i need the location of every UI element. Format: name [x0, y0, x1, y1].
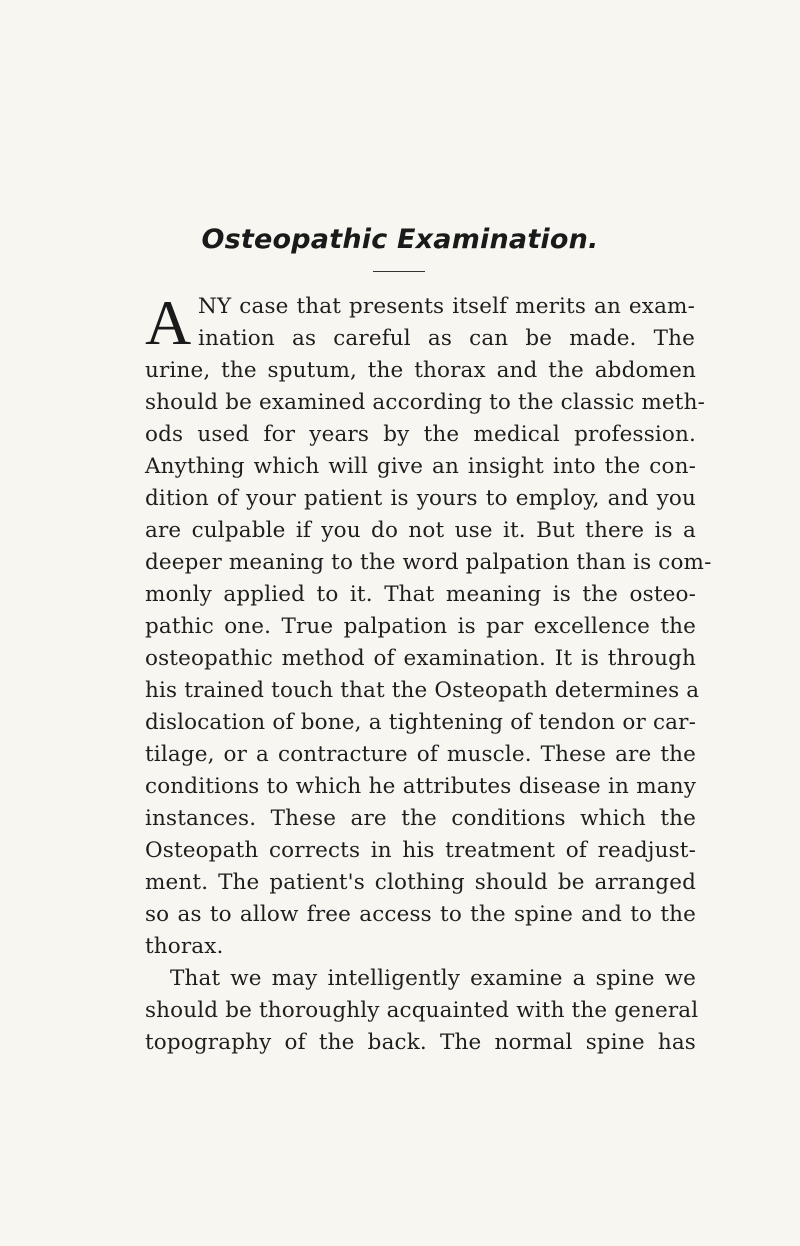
text-line: osteopathic method of examination. It is through: [145, 646, 696, 671]
text-line: thorax.: [145, 934, 224, 959]
drop-cap: A: [145, 287, 192, 358]
text-line: ods used for years by the medical profession.: [145, 422, 696, 447]
text-line: Anything which will give an insight into the con-: [145, 454, 696, 479]
text-line: That we may intelligently examine a spine we: [170, 966, 696, 991]
text-line: conditions to which he attributes disease in many: [145, 774, 696, 799]
text-line: monly applied to it. That meaning is the osteo-: [145, 582, 696, 607]
page-title: Osteopathic Examination.: [201, 224, 599, 255]
text-line: Osteopath corrects in his treatment of readjust-: [145, 838, 696, 863]
text-line: ment. The patient's clothing should be arranged: [145, 870, 696, 895]
text-line: tilage, or a contracture of muscle. These are the: [145, 742, 696, 767]
text-line: should be examined according to the classic meth-: [145, 390, 705, 415]
text-line: dislocation of bone, a tightening of tendon or car-: [145, 710, 696, 735]
text-line: topography of the back. The normal spine has: [145, 1030, 696, 1055]
text-line: dition of your patient is yours to employ, and you: [145, 486, 696, 511]
text-line: deeper meaning to the word palpation than is com-: [145, 550, 712, 575]
text-line: instances. These are the conditions which the: [145, 806, 696, 831]
title-rule: [373, 271, 425, 272]
text-line: pathic one. True palpation is par excellence the: [145, 614, 696, 639]
text-line: NY case that presents itself merits an exam-: [198, 294, 695, 319]
text-line: so as to allow free access to the spine and to the: [145, 902, 696, 927]
text-line: his trained touch that the Osteopath determines a: [145, 678, 700, 703]
text-line: ination as careful as can be made. The: [198, 326, 695, 351]
text-line: are culpable if you do not use it. But there is a: [145, 518, 696, 543]
text-line: urine, the sputum, the thorax and the abdomen: [145, 358, 696, 383]
text-line: should be thoroughly acquainted with the general: [145, 998, 699, 1023]
